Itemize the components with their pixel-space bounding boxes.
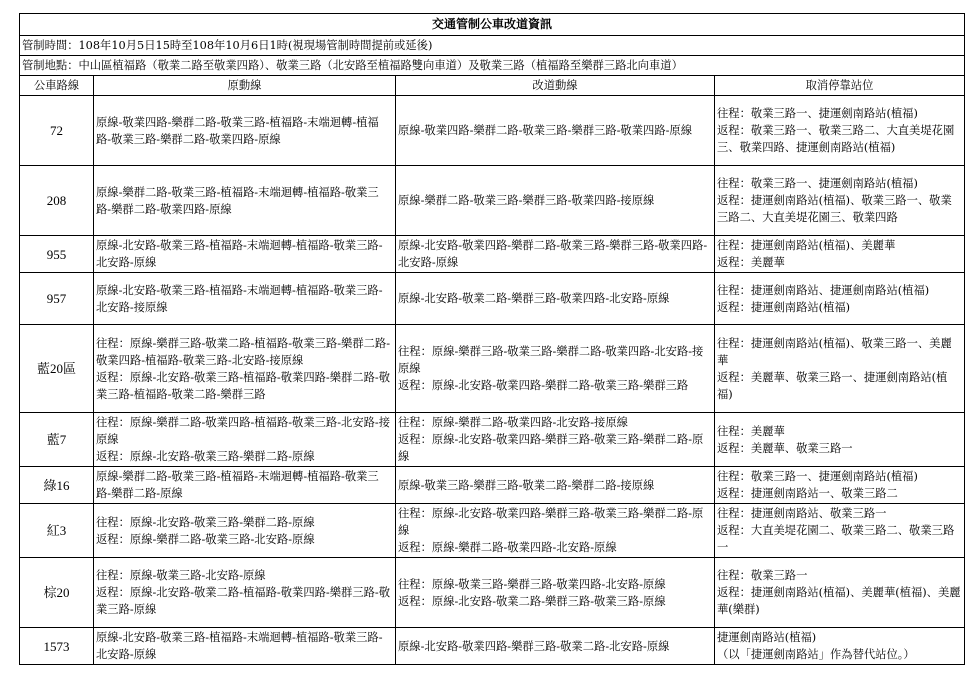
route-cell: 棕20 — [20, 558, 94, 628]
original-route-cell — [94, 96, 396, 166]
control-place-row — [20, 56, 965, 76]
cancelled-stops-line: 返程：捷運劍南路站(植福)、美麗華(植福)、美麗華(樂群) — [717, 586, 961, 616]
cancelled-stops-line: 返程：美麗華、敬業三路一 — [717, 441, 853, 455]
original-route-cell — [94, 558, 396, 628]
original-route-line: 原線-樂群二路-敬業三路-植福路-末端迴轉-植福路-敬業三路-樂群二路-原線 — [96, 470, 379, 500]
route-cell: 綠16 — [20, 467, 94, 504]
original-route-line: 原線-樂群二路-敬業三路-植福路-末端迴轉-植福路-敬業三路-樂群二路-敬業四路-原線 — [96, 185, 379, 216]
original-route-cell — [94, 467, 396, 504]
control-place: 管制地點：中山區植福路（敬業二路至敬業四路）、敬業三路（北安路至植福路雙向車道）及敬業三路（植福路至樂群三路北向車道） — [20, 56, 965, 76]
cancelled-stops-cell — [715, 628, 965, 665]
original-route-cell — [94, 166, 396, 236]
original-route-line: 返程：原線-北安路-敬業三路-樂群二路-原線 — [96, 450, 315, 463]
cancelled-stops-line: 返程：捷運劍南路站(植福)、敬業三路一、敬業三路二、大直美堤花園三、敬業四路 — [717, 194, 952, 224]
cancelled-stops-line: 往程：敬業三路一、捷運劍南路站(植福) — [717, 177, 918, 190]
header-detour: 改道動線 — [396, 76, 715, 96]
cancelled-stops-cell — [715, 236, 965, 273]
control-time-row — [20, 36, 965, 56]
cancelled-stops-line: 往程：捷運劍南路站、敬業三路一 — [717, 507, 887, 520]
header-row — [20, 76, 965, 96]
cancelled-stops-line: 往程：敬業三路一 — [717, 569, 808, 582]
control-time: 管制時間：108年10月5日15時至108年10月6日1時(視現場管制時間提前或延後) — [20, 36, 965, 56]
cancelled-stops-line: 往程：捷運劍南路站、捷運劍南路站(植福) — [717, 283, 930, 297]
original-route-line: 原線-北安路-敬業三路-植福路-末端迴轉-植福路-敬業三路-北安路-接原線 — [96, 283, 383, 314]
detour-route-line: 往程：原線-樂群三路-敬業三路-樂群二路-敬業四路-北安路-接原線 — [398, 345, 704, 375]
original-route-line: 返程：原線-北安路-敬業二路-植福路-敬業四路-樂群三路-敬業三路-原線 — [96, 586, 391, 616]
original-route-cell — [94, 273, 396, 325]
cancelled-stops-cell — [715, 325, 965, 413]
header-route: 公車路線 — [20, 76, 94, 96]
cancelled-stops-line: 往程：捷運劍南路站(植福)、美麗華 — [717, 239, 896, 252]
table-row — [20, 96, 965, 166]
detour-route-line: 原線-樂群二路-敬業三路-樂群三路-敬業四路-接原線 — [398, 194, 655, 207]
cancelled-stops-cell — [715, 166, 965, 236]
detour-table — [19, 13, 965, 665]
detour-route-line: 原線-北安路-敬業四路-樂群二路-敬業三路-樂群三路-敬業四路-北安路-原線 — [398, 239, 708, 269]
original-route-cell — [94, 413, 396, 467]
cancelled-stops-cell — [715, 467, 965, 504]
original-route-cell — [94, 504, 396, 558]
route-cell: 1573 — [20, 628, 94, 665]
detour-route-line: 返程：原線-樂群二路-敬業四路-北安路-原線 — [398, 541, 617, 554]
original-route-line: 往程：原線-北安路-敬業三路-樂群二路-原線 — [96, 515, 315, 529]
cancelled-stops-cell — [715, 504, 965, 558]
original-route-cell — [94, 628, 396, 665]
detour-route-cell — [396, 325, 715, 413]
table-row — [20, 467, 965, 504]
detour-route-line: 返程：原線-北安路-敬業四路-樂群三路-敬業三路-樂群二路-原線 — [398, 433, 704, 463]
notice-sheet — [19, 13, 964, 665]
cancelled-stops-line: （以「捷運劍南路站」作為替代站位。） — [717, 648, 915, 661]
detour-route-cell — [396, 628, 715, 665]
route-cell: 957 — [20, 273, 94, 325]
route-cell: 208 — [20, 166, 94, 236]
detour-route-line: 往程：原線-樂群二路-敬業四路-北安路-接原線 — [398, 416, 628, 429]
cancelled-stops-line: 捷運劍南路站(植福) — [717, 631, 817, 644]
original-route-line: 往程：原線-敬業三路-北安路-原線 — [96, 569, 266, 582]
original-route-line: 返程：原線-北安路-敬業三路-植福路-敬業四路-樂群二路-敬業三路-植福路-敬業二路-樂群三路 — [96, 370, 391, 401]
route-cell: 955 — [20, 236, 94, 273]
cancelled-stops-cell — [715, 273, 965, 325]
route-cell: 藍20區 — [20, 325, 94, 413]
detour-route-cell — [396, 166, 715, 236]
cancelled-stops-line: 往程：敬業三路一、捷運劍南路站(植福) — [717, 470, 918, 483]
cancelled-stops-line: 往程：美麗華 — [717, 424, 785, 438]
route-cell: 紅3 — [20, 504, 94, 558]
table-row — [20, 628, 965, 665]
detour-route-cell — [396, 504, 715, 558]
detour-route-line: 原線-敬業四路-樂群二路-敬業三路-樂群三路-敬業四路-原線 — [398, 124, 693, 137]
original-route-line: 往程：原線-樂群二路-敬業四路-植福路-敬業三路-北安路-接原線 — [96, 416, 391, 446]
original-route-line: 原線-敬業四路-樂群二路-敬業三路-植福路-末端迴轉-植福路-敬業三路-樂群二路-敬業四路-原線 — [96, 115, 379, 146]
detour-route-line: 往程：原線-北安路-敬業四路-樂群三路-敬業三路-樂群二路-原線 — [398, 507, 704, 537]
page-title: 交通管制公車改道資訊 — [20, 14, 965, 36]
original-route-line: 原線-北安路-敬業三路-植福路-末端迴轉-植福路-敬業三路-北安路-原線 — [96, 631, 383, 661]
detour-route-cell — [396, 413, 715, 467]
cancelled-stops-line: 返程：捷運劍南路站一、敬業三路二 — [717, 487, 898, 500]
detour-route-cell — [396, 467, 715, 504]
cancelled-stops-line: 返程：美麗華 — [717, 256, 785, 269]
table-row — [20, 166, 965, 236]
cancelled-stops-cell — [715, 558, 965, 628]
detour-route-cell — [396, 236, 715, 273]
table-row — [20, 413, 965, 467]
original-route-line: 返程：原線-樂群二路-敬業三路-北安路-原線 — [96, 532, 315, 546]
original-route-cell — [94, 236, 396, 273]
cancelled-stops-line: 返程：大直美堤花園二、敬業三路二、敬業三路一 — [717, 524, 955, 554]
original-route-line: 往程：原線-樂群三路-敬業二路-植福路-敬業三路-樂群二路-敬業四路-植福路-敬業三路-北安路-接原線 — [96, 336, 391, 367]
route-cell: 藍7 — [20, 413, 94, 467]
cancelled-stops-cell — [715, 413, 965, 467]
cancelled-stops-line: 返程：捷運劍南路站(植福) — [717, 300, 851, 314]
original-route-cell — [94, 325, 396, 413]
cancelled-stops-line: 往程：捷運劍南路站(植福)、敬業三路一、美麗華 — [717, 336, 952, 367]
detour-route-line: 原線-敬業三路-樂群三路-敬業二路-樂群二路-接原線 — [398, 478, 655, 492]
detour-route-cell — [396, 96, 715, 166]
route-cell: 72 — [20, 96, 94, 166]
title-row — [20, 14, 965, 36]
header-cancelled: 取消停靠站位 — [715, 76, 965, 96]
cancelled-stops-line: 往程：敬業三路一、捷運劍南路站(植福) — [717, 107, 918, 120]
cancelled-stops-line: 返程：敬業三路一、敬業三路二、大直美堤花園三、敬業四路、捷運劍南路站(植福) — [717, 124, 955, 154]
table-row — [20, 325, 965, 413]
detour-route-cell — [396, 273, 715, 325]
table-row — [20, 558, 965, 628]
detour-route-line: 原線-北安路-敬業二路-樂群三路-敬業四路-北安路-原線 — [398, 292, 670, 305]
table-row — [20, 236, 965, 273]
table-row — [20, 273, 965, 325]
detour-route-line: 返程：原線-北安路-敬業四路-樂群二路-敬業三路-樂群三路 — [398, 379, 689, 392]
header-original: 原動線 — [94, 76, 396, 96]
original-route-line: 原線-北安路-敬業三路-植福路-末端迴轉-植福路-敬業三路-北安路-原線 — [96, 239, 383, 269]
detour-route-line: 返程：原線-北安路-敬業二路-樂群三路-敬業三路-原線 — [398, 594, 666, 608]
detour-route-line: 往程：原線-敬業三路-樂群三路-敬業四路-北安路-原線 — [398, 577, 666, 591]
table-row — [20, 504, 965, 558]
detour-route-line: 原線-北安路-敬業四路-樂群三路-敬業二路-北安路-原線 — [398, 639, 670, 653]
cancelled-stops-cell — [715, 96, 965, 166]
detour-route-cell — [396, 558, 715, 628]
cancelled-stops-line: 返程：美麗華、敬業三路一、捷運劍南路站(植福) — [717, 370, 948, 401]
